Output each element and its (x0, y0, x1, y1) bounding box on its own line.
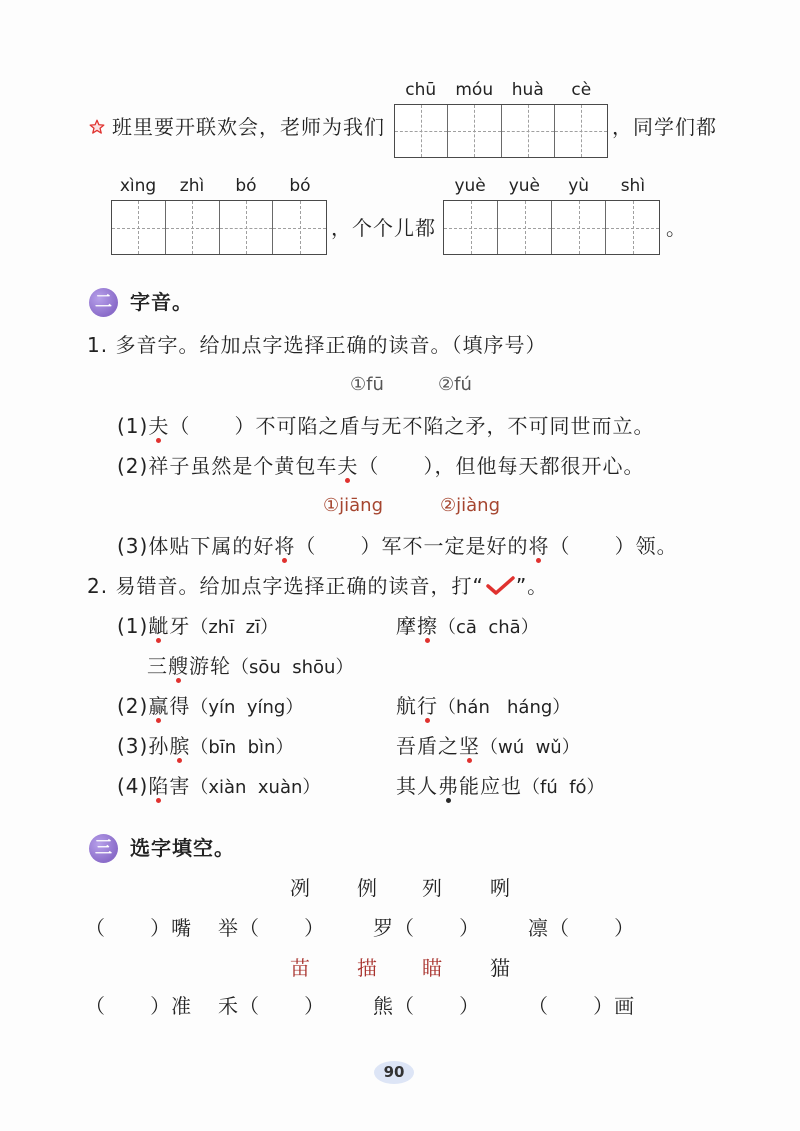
dotted-char: 艘 (168, 654, 189, 678)
q2-item (396, 614, 539, 640)
pinyin-choices: （hán háng） (438, 697, 571, 718)
fill-blank: 禾（ ） (218, 994, 326, 1018)
pinyin-choices: （cā chā） (438, 617, 539, 638)
dotted-char: 弗 (438, 774, 459, 798)
item-text: (3)孙 (117, 734, 170, 758)
writing-cell (605, 201, 659, 254)
pinyin-choices: （xiàn xuàn） (190, 777, 321, 798)
item-text: (2) (117, 694, 149, 718)
writing-box-group-3 (443, 200, 660, 255)
writing-cell (554, 105, 607, 157)
item-text: 害 (169, 774, 191, 798)
item-text: 能应也 (459, 774, 522, 798)
item-text: (1) (117, 414, 149, 438)
section-title: 字音。 (130, 290, 193, 314)
writing-box-group-2 (111, 200, 327, 255)
item-text: 领。 (635, 534, 678, 558)
dotted-char: 龇 (148, 614, 170, 638)
writing-cell (112, 201, 165, 254)
candidate-char: 冽 (290, 876, 311, 900)
item-text: 游轮 (189, 654, 231, 678)
q2-item (117, 614, 278, 640)
writing-cell (551, 201, 605, 254)
item-text: (1) (117, 614, 149, 638)
pinyin-row-2 (111, 174, 327, 198)
intro-text-continued: ，个个儿都 (331, 216, 436, 240)
intro-text: 班里要开联欢会，老师为我们 (112, 115, 385, 139)
item-text: 得 (169, 694, 191, 718)
question-prompt (87, 574, 548, 598)
reading-option: ①jiāng (323, 495, 384, 516)
q2-item (147, 654, 353, 680)
item-text: 军不一定是好的 (381, 534, 529, 558)
section-badge: 三 (89, 834, 118, 863)
check-mark-icon (485, 576, 515, 596)
dotted-char: 夫 (148, 414, 170, 438)
pinyin-label: yù (568, 176, 590, 196)
pinyin-label: shì (620, 176, 646, 196)
candidate-char: 咧 (490, 876, 511, 900)
candidate-char: 苗 (290, 956, 311, 980)
dotted-char: 夫 (337, 454, 359, 478)
q2-item (117, 774, 320, 800)
q1-item-2 (117, 454, 645, 478)
writing-cell (497, 201, 551, 254)
q2-item (117, 734, 293, 760)
dotted-char: 膑 (169, 734, 191, 758)
prompt-text: 2. 易错音。给加点字选择正确的读音，打“ (87, 574, 484, 598)
pinyin-label: cè (571, 80, 592, 100)
intro-text-continued: ，同学们都 (612, 115, 717, 139)
answer-blank: （ ） (549, 534, 636, 558)
writing-cell (219, 201, 273, 254)
pinyin-row-3 (443, 174, 660, 198)
prompt-text: ”。 (515, 574, 549, 598)
pinyin-label: xìng (119, 176, 157, 196)
reading-option: ②fú (438, 374, 472, 395)
item-text: 三 (147, 654, 168, 678)
writing-cell (395, 105, 447, 157)
candidate-char: 例 (357, 876, 378, 900)
pinyin-label: bó (235, 176, 257, 196)
candidate-char: 瞄 (422, 956, 443, 980)
pinyin-choices: （sōu shōu） (231, 657, 354, 678)
writing-box-group-1 (394, 104, 608, 158)
fill-blank: 熊（ ） (373, 994, 481, 1018)
item-text: 航 (396, 694, 417, 718)
star-icon (89, 119, 105, 135)
question-prompt: 1. 多音字。给加点字选择正确的读音。（填序号） (87, 333, 547, 357)
item-text: (2)祥子虽然是个黄包车 (117, 454, 338, 478)
writing-cell (501, 105, 554, 157)
item-text: ，但他每天都很开心。 (434, 454, 645, 478)
fill-blank: （ ）准 (85, 994, 193, 1018)
pinyin-choices: （zhī zī） (190, 617, 279, 638)
q1-item-3 (117, 534, 678, 558)
answer-blank: （ ） (169, 414, 256, 438)
dotted-char: 行 (417, 694, 438, 718)
pinyin-label: chū (405, 80, 437, 100)
pinyin-label: zhì (179, 176, 205, 196)
fill-blank: 罗（ ） (373, 916, 481, 940)
dotted-char: 陷 (148, 774, 170, 798)
answer-blank: （ ） (358, 454, 435, 478)
pinyin-label: bó (289, 176, 311, 196)
item-text: 牙 (169, 614, 191, 638)
dotted-char: 擦 (417, 614, 438, 638)
pinyin-choices: （fú fó） (522, 777, 605, 798)
q2-item (396, 734, 580, 760)
fill-blank: （ ）嘴 (85, 916, 193, 940)
dotted-char: 将 (274, 534, 296, 558)
item-text: 吾盾之 (396, 734, 459, 758)
item-text: (3)体贴下属的好 (117, 534, 275, 558)
q2-item (396, 774, 605, 800)
item-text: 其人 (396, 774, 438, 798)
pinyin-label: huà (511, 80, 544, 100)
writing-cell (272, 201, 326, 254)
section-badge: 二 (89, 288, 118, 317)
sentence-end-mark: 。 (666, 216, 687, 240)
dotted-char: 将 (528, 534, 550, 558)
pinyin-row-1 (394, 78, 608, 102)
reading-option: ②jiàng (440, 495, 501, 516)
q2-item (396, 694, 570, 720)
item-text: (4) (117, 774, 149, 798)
pinyin-label: yuè (454, 176, 486, 196)
item-text: 不可陷之盾与无不陷之矛，不可同世而立。 (255, 414, 655, 438)
section-title: 选字填空。 (130, 836, 235, 860)
pinyin-label: yuè (508, 176, 541, 196)
candidate-char: 猫 (490, 956, 511, 980)
pinyin-label: móu (455, 80, 494, 100)
pinyin-choices: （wú wǔ） (480, 737, 580, 758)
fill-blank: 举（ ） (218, 916, 326, 940)
page-number: 90 (374, 1061, 414, 1084)
candidate-char: 描 (357, 956, 378, 980)
writing-cell (447, 105, 500, 157)
q2-item (117, 694, 303, 720)
reading-option: ①fū (350, 374, 384, 395)
answer-blank: （ ） (295, 534, 382, 558)
fill-blank: （ ）画 (528, 994, 636, 1018)
item-text: 摩 (396, 614, 417, 638)
writing-cell (165, 201, 219, 254)
pinyin-choices: （yín yíng） (190, 697, 304, 718)
writing-cell (444, 201, 497, 254)
dotted-char: 坚 (459, 734, 480, 758)
dotted-char: 赢 (148, 694, 170, 718)
fill-blank: 凛（ ） (528, 916, 636, 940)
pinyin-choices: （bīn bìn） (190, 737, 294, 758)
candidate-char: 列 (422, 876, 443, 900)
q1-item-1 (117, 414, 655, 438)
